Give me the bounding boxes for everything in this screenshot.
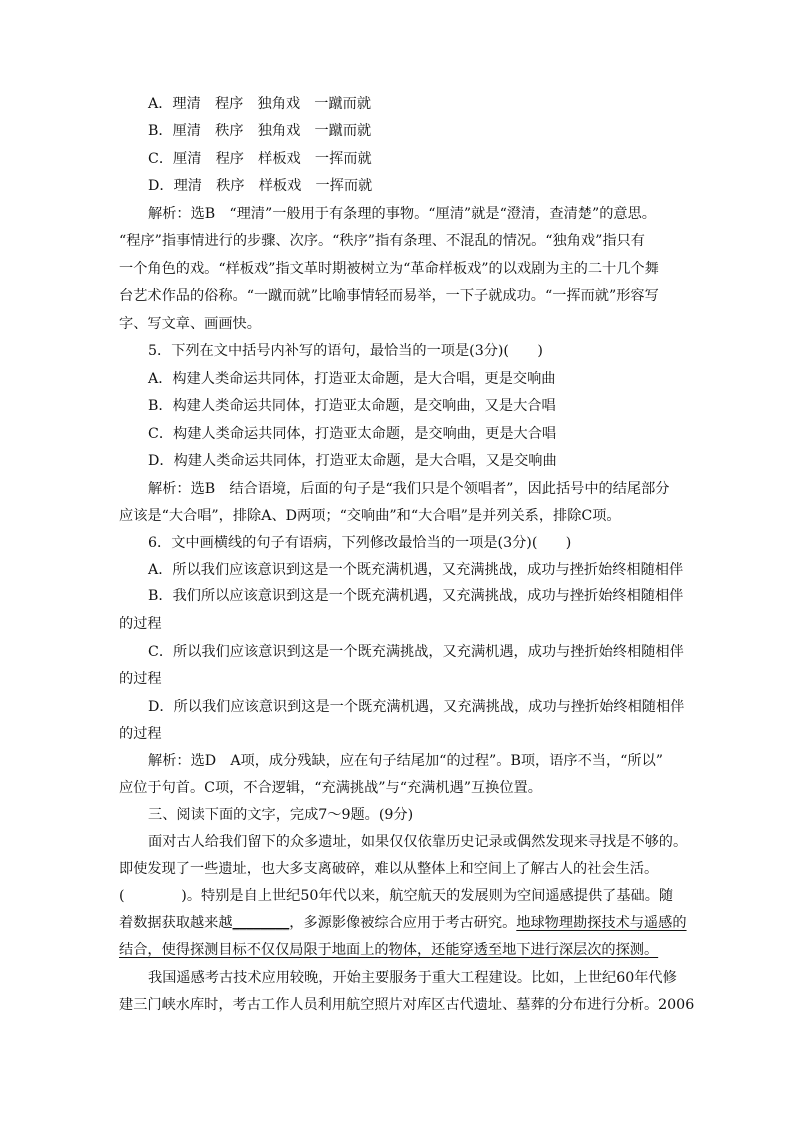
passage-line: [119, 913, 687, 933]
q4-option-d: D．理清 秩序 样板戏 一挥而就: [148, 178, 373, 194]
underlined-sentence: 结合，使得探测目标不仅仅局限于地面上的物体，还能穿透至地下进行深层次的探测。: [119, 942, 659, 958]
underlined-sentence: 地球物理勘探技术与遥感的: [516, 915, 687, 931]
q6-option-c-cont: 的过程: [119, 671, 162, 687]
q4-option-a: A．理清 程序 独角戏 一蹴而就: [148, 96, 372, 112]
q4-analysis-line: 解析：选B “理清”一般用于有条理的事物。“厘清”就是“澄清，查清楚”的意思。: [148, 206, 656, 222]
q5-analysis-line: 应该是“大合唱”，排除A、D两项；“交响曲”和“大合唱”是并列关系，排除C项。: [119, 508, 621, 524]
q6-option-a: A．所以我们应该意识到这是一个既充满机遇，又充满挑战，成功与挫折始终相随相伴: [148, 562, 684, 578]
passage-line: ( )。特别是自上世纪50年代以来，航空航天的发展则为空间遥感提供了基础。随: [119, 888, 674, 904]
passage-line: 即使发现了一些遗址，也大多支离破碎，难以从整体上和空间上了解古人的社会生活。: [119, 861, 659, 877]
q4-analysis-line: 一个角色的戏。“样板戏”指文革时期被树立为“革命样板戏”的以戏剧为主的二十几个舞: [119, 261, 659, 277]
passage-line: 建三门峡水库时，考古工作人员利用航空照片对库区古代遗址、墓葬的分布进行分析。2006: [119, 997, 695, 1013]
passage-text: ，多源影像被综合应用于考古研究。: [289, 915, 517, 931]
q5-option-a: A．构建人类命运共同体，打造亚太命题，是大合唱，更是交响曲: [148, 371, 556, 387]
passage-text: 着数据获取越来越: [119, 915, 233, 931]
passage-line: [119, 940, 658, 960]
q4-analysis-line: “程序”指事情进行的步骤、次序。“秩序”指有条理、不混乱的情况。“独角戏”指只有: [119, 233, 645, 249]
q6-option-c: C．所以我们应该意识到这是一个既充满挑战，又充满机遇，成功与挫折始终相随相伴: [148, 644, 684, 660]
q5-stem: 5．下列在文中括号内补写的语句，最恰当的一项是(3分)( ): [148, 343, 543, 359]
q6-stem: 6．文中画横线的句子有语病，下列修改最恰当的一项是(3分)( ): [148, 535, 572, 551]
q6-option-b-cont: 的过程: [119, 616, 162, 632]
q5-analysis-line: 解析：选B 结合语境，后面的句子是“我们只是个领唱者”，因此括号中的结尾部分: [148, 481, 670, 497]
passage-line: 我国遥感考古技术应用较晚，开始主要服务于重大工程建设。比如，上世纪60年代修: [148, 970, 677, 986]
q5-option-b: B．构建人类命运共同体，打造亚太命题，是交响曲，又是大合唱: [148, 398, 556, 414]
fill-blank: ________: [232, 915, 290, 931]
q4-analysis-line: 台艺术作品的俗称。“一蹴而就”比喻事情轻而易举，一下子就成功。“一挥而就”形容写: [119, 288, 659, 304]
q6-analysis-line: 解析：选D A项，成分残缺，应在句子结尾加“的过程”。B项，语序不当，“所以”: [148, 753, 664, 769]
passage-line: 面对古人给我们留下的众多遗址，如果仅仅依靠历史记录或偶然发现来寻找是不够的。: [148, 834, 688, 850]
q6-option-d-cont: 的过程: [119, 726, 162, 742]
section-heading: 三、阅读下面的文字，完成7～9题。(9分): [148, 807, 414, 823]
q4-analysis-line: 字、写文章、画画快。: [119, 316, 261, 332]
q6-analysis-line: 应位于句首。C项，不合逻辑，“充满挑战”与“充满机遇”互换位置。: [119, 780, 542, 796]
q4-option-c: C．厘清 程序 样板戏 一挥而就: [148, 151, 372, 167]
q6-option-b: B．我们所以应该意识到这是一个既充满机遇，又充满挑战，成功与挫折始终相随相伴: [148, 588, 684, 604]
q6-option-d: D．所以我们应该意识到这是一个既充满机遇，又充满挑战，成功与挫折始终相随相伴: [148, 699, 685, 715]
q5-option-c: C．构建人类命运共同体，打造亚太命题，是交响曲，更是大合唱: [148, 426, 557, 442]
q5-option-d: D．构建人类命运共同体，打造亚太命题，是大合唱，又是交响曲: [148, 453, 557, 469]
q4-option-b: B．厘清 秩序 独角戏 一蹴而就: [148, 123, 372, 139]
